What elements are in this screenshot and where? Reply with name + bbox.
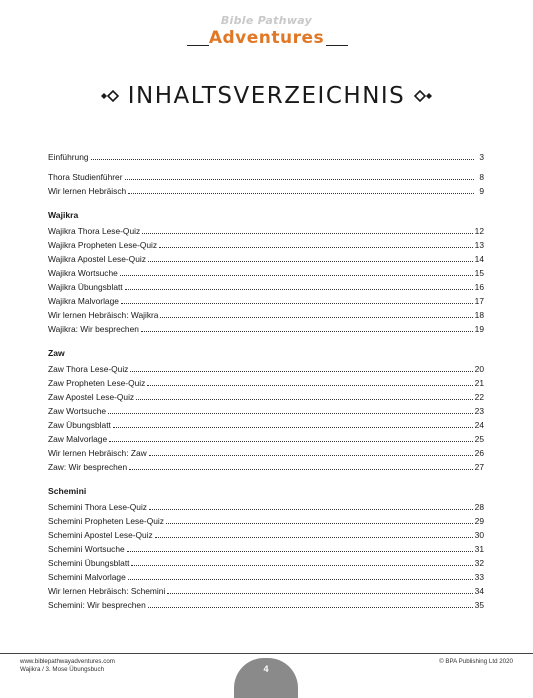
dot-leader	[131, 564, 472, 566]
toc-entry[interactable]	[48, 568, 484, 582]
footer-website[interactable]: www.biblepathwayadventures.com	[20, 658, 115, 665]
toc-entry-label: Schemini Malvorlage	[48, 572, 126, 582]
footer-book-title: Wajikra / 3. Mose Übungsbuch	[20, 666, 105, 673]
dot-leader	[147, 384, 472, 386]
table-of-contents	[48, 148, 484, 610]
toc-entry[interactable]	[48, 278, 484, 292]
toc-entry-label: Schemini: Wir besprechen	[48, 600, 146, 610]
toc-entry-page: 26	[474, 448, 484, 458]
toc-entry-label: Zaw Apostel Lese-Quiz	[48, 392, 135, 402]
toc-entry-page: 14	[474, 254, 484, 264]
toc-entry-label: Wir lernen Hebräisch: Schemini	[48, 586, 166, 596]
toc-entry-page: 24	[474, 420, 484, 430]
logo-text-main: Adventures	[208, 28, 325, 48]
toc-entry-label: Einführung	[48, 152, 89, 162]
dot-leader	[155, 536, 473, 538]
toc-entry[interactable]	[48, 250, 484, 264]
dot-leader	[125, 178, 475, 180]
toc-entry-page: 30	[474, 530, 484, 540]
toc-entry[interactable]	[48, 306, 484, 320]
toc-entry-page: 29	[474, 516, 484, 526]
toc-entry-label: Wajikra Malvorlage	[48, 296, 119, 306]
footer-left	[20, 658, 115, 674]
toc-entry-page: 16	[474, 282, 484, 292]
toc-entry-page: 21	[474, 378, 484, 388]
diamond-ornament-right-icon	[413, 90, 435, 102]
dot-leader	[160, 316, 472, 318]
toc-entry[interactable]	[48, 416, 484, 430]
footer-rule	[0, 653, 533, 654]
page-title: INHALTSVERZEICHNIS	[127, 83, 406, 109]
toc-entry[interactable]	[48, 264, 484, 278]
toc-entry-label: Wir lernen Hebräisch: Wajikra	[48, 310, 159, 320]
toc-entry-label: Zaw Thora Lese-Quiz	[48, 364, 129, 374]
toc-entry[interactable]	[48, 554, 484, 568]
dot-leader	[109, 440, 473, 442]
toc-entry[interactable]	[48, 402, 484, 416]
toc-entry-label: Schemini Propheten Lese-Quiz	[48, 516, 164, 526]
toc-entry-label: Wir lernen Hebräisch	[48, 186, 127, 196]
toc-entry-page: 12	[474, 226, 484, 236]
toc-entry-label: Zaw: Wir besprechen	[48, 462, 128, 472]
title-row	[0, 80, 533, 112]
dot-leader	[128, 578, 473, 580]
section-heading: Schemini	[48, 486, 87, 496]
toc-entry[interactable]	[48, 374, 484, 388]
dot-leader	[108, 412, 473, 414]
dot-leader	[129, 468, 473, 470]
toc-entry[interactable]	[48, 388, 484, 402]
toc-entry-page: 15	[474, 268, 484, 278]
toc-entry-intro[interactable]	[48, 148, 484, 162]
dot-leader	[121, 302, 473, 304]
toc-entry-page: 35	[474, 600, 484, 610]
toc-entry-label: Wajikra Apostel Lese-Quiz	[48, 254, 146, 264]
dot-leader	[148, 606, 473, 608]
dot-leader	[142, 232, 473, 234]
dot-leader	[120, 274, 473, 276]
toc-entry-label: Wajikra Wortsuche	[48, 268, 118, 278]
toc-entry-label: Schemini Wortsuche	[48, 544, 125, 554]
toc-entry-page: 9	[479, 186, 484, 196]
toc-entry-label: Zaw Wortsuche	[48, 406, 107, 416]
dot-leader	[149, 454, 473, 456]
toc-entry-label: Wajikra Übungsblatt	[48, 282, 123, 292]
dot-leader	[166, 522, 473, 524]
toc-entry-page: 13	[474, 240, 484, 250]
toc-entry-label: Wajikra Thora Lese-Quiz	[48, 226, 141, 236]
toc-entry[interactable]	[48, 596, 484, 610]
toc-entry-page: 20	[474, 364, 484, 374]
toc-entry[interactable]	[48, 430, 484, 444]
toc-entry[interactable]	[48, 444, 484, 458]
toc-entry[interactable]	[48, 540, 484, 554]
toc-entry-label: Wir lernen Hebräisch: Zaw	[48, 448, 147, 458]
toc-entry[interactable]	[48, 320, 484, 334]
toc-entry-page: 25	[474, 434, 484, 444]
toc-entry[interactable]	[48, 360, 484, 374]
logo-text-top: Bible Pathway	[220, 14, 313, 27]
toc-entry-page: 19	[474, 324, 484, 334]
toc-entry-label: Wajikra: Wir besprechen	[48, 324, 139, 334]
toc-entry-page: 34	[474, 586, 484, 596]
toc-entry-label: Zaw Malvorlage	[48, 434, 108, 444]
toc-entry-page: 22	[474, 392, 484, 402]
toc-entry-wir-lernen-hebraeisch[interactable]	[48, 182, 484, 196]
toc-entry[interactable]	[48, 292, 484, 306]
toc-entry-label: Thora Studienführer	[48, 172, 123, 182]
toc-entry-label: Schemini Übungsblatt	[48, 558, 130, 568]
toc-entry-label: Zaw Übungsblatt	[48, 420, 111, 430]
toc-entry[interactable]	[48, 458, 484, 472]
dot-leader	[127, 550, 473, 552]
toc-entry[interactable]	[48, 512, 484, 526]
toc-entry[interactable]	[48, 526, 484, 540]
toc-entry-page: 27	[474, 462, 484, 472]
toc-entry-page: 23	[474, 406, 484, 416]
toc-entry-page: 33	[474, 572, 484, 582]
dot-leader	[130, 370, 472, 372]
toc-entry-page: 3	[479, 152, 484, 162]
toc-entry[interactable]	[48, 236, 484, 250]
dot-leader	[113, 426, 473, 428]
dot-leader	[125, 288, 473, 290]
toc-entry-page: 17	[474, 296, 484, 306]
dot-leader	[128, 192, 474, 194]
dot-leader	[141, 330, 473, 332]
toc-entry[interactable]	[48, 498, 484, 512]
toc-entry-page: 31	[474, 544, 484, 554]
diamond-ornament-left-icon	[98, 90, 120, 102]
toc-entry-page: 32	[474, 558, 484, 568]
toc-entry-label: Wajikra Propheten Lese-Quiz	[48, 240, 158, 250]
toc-entry-label: Schemini Apostel Lese-Quiz	[48, 530, 153, 540]
dot-leader	[149, 508, 473, 510]
toc-entry-page: 18	[474, 310, 484, 320]
toc-entry[interactable]	[48, 222, 484, 236]
page-number: 4	[263, 664, 269, 674]
toc-entry[interactable]	[48, 582, 484, 596]
dot-leader	[167, 592, 472, 594]
section-heading: Zaw	[48, 348, 65, 358]
toc-entry-thora-studienfuehrer[interactable]	[48, 168, 484, 182]
toc-entry-label: Zaw Propheten Lese-Quiz	[48, 378, 146, 388]
section-heading: Wajikra	[48, 210, 79, 220]
dot-leader	[148, 260, 473, 262]
toc-entry-page: 8	[479, 172, 484, 182]
dot-leader	[91, 158, 474, 160]
dot-leader	[136, 398, 473, 400]
dot-leader	[159, 246, 473, 248]
toc-entry-label: Schemini Thora Lese-Quiz	[48, 502, 147, 512]
toc-entry-page: 28	[474, 502, 484, 512]
footer-copyright: © BPA Publishing Ltd 2020	[439, 658, 513, 665]
publisher-logo	[0, 12, 533, 56]
